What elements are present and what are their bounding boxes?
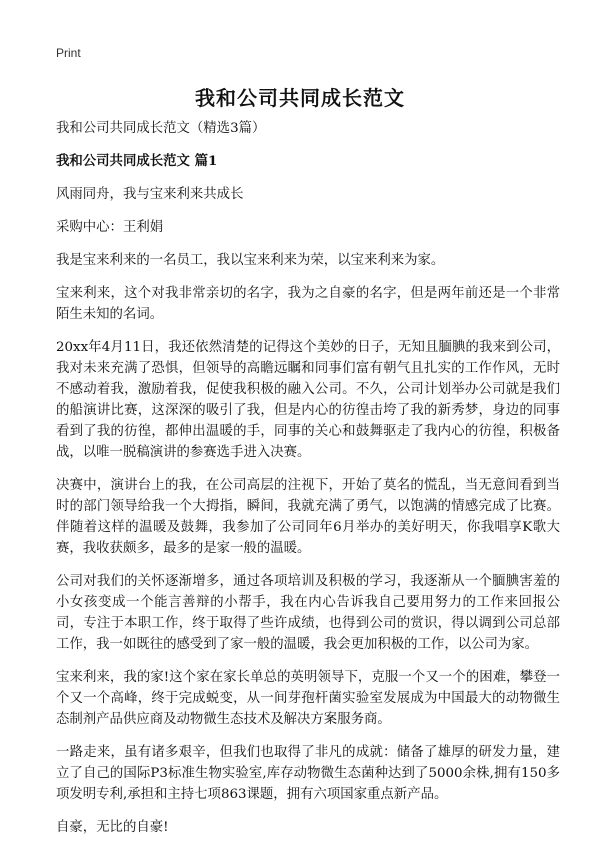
paragraph: 我是宝来利来的一名员工，我以宝来利来为荣，以宝来利来为家。: [56, 253, 445, 268]
page-title: 我和公司共同成长范文: [195, 86, 405, 110]
document-subtitle: 我和公司共同成长范文（精选3篇）: [56, 121, 266, 136]
section-heading: 我和公司共同成长范文 篇1: [56, 153, 218, 169]
paragraph: 自豪，无比的自豪!: [56, 820, 169, 835]
paragraph: 采购中心：王利娟: [56, 220, 164, 235]
paragraph: 风雨同舟，我与宝来利来共成长: [56, 187, 244, 202]
document-body: [56, 118, 560, 850]
paragraph: 公司对我们的关怀逐渐增多，通过各项培训及积极的学习，我逐渐从一个腼腆害羞的小女孩变成一个能言善辩的小帮手，我在内心告诉我自己要用努力的工作来回报公司，专注于本职工作，终于取得了些许成绩，也得到公司的赏识，得以调到公司总部工作，我一如既往的感受到了家一般的温暖，我会更加积极的工作，以公司为家。: [56, 574, 560, 652]
paragraph: 20xx年4月11日，我还依然清楚的记得这个美妙的日子，无知且腼腆的我来到公司，我对未来充满了恐惧，但领导的高瞻远瞩和同事们富有朝气且扎实的工作作风，无时不感动着我，激励着我，促使我积极的融入公司。不久，公司计划举办公司就是我们的船演讲比赛，这深深的吸引了我，但是内心的彷徨击垮了我的新秀梦，身边的同事看到了我的彷徨，都伸出温暖的手，同事的关心和鼓舞驱走了我内心的彷徨，积极备战，以唯一脱稿演讲的参赛选手进入决赛。: [56, 340, 560, 460]
print-label: Print: [56, 46, 81, 60]
paragraph: 一路走来，虽有诸多艰辛，但我们也取得了非凡的成就：储备了雄厚的研发力量，建立了自己的国际P3标准生物实验室,库存动物微生态菌种达到了5000余株,拥有150多项发明专利,承担和主持七项863课题，拥有六项国家重点新产品。: [56, 745, 560, 802]
paragraph: 决赛中，演讲台上的我，在公司高层的注视下，开始了莫名的慌乱，当无意间看到当时的部门领导给我一个大拇指，瞬间，我就充满了勇气，以饱满的情感完成了比赛。伴随着这样的温暖及鼓舞，我参加了公司同年6月举办的美好明天，你我唱享K歌大赛，我收获颇多，最多的是家一般的温暖。: [56, 478, 560, 556]
paragraph: 宝来利来，我的家!这个家在家长单总的英明领导下，克服一个又一个的困难，攀登一个又一个高峰，终于完成蜕变，从一间芽孢杆菌实验室发展成为中国最大的动物微生态制剂产品供应商及动物微生态技术及解决方案服务商。: [56, 670, 560, 727]
paragraph: 宝来利来，这个对我非常亲切的名字，我为之自豪的名字，但是两年前还是一个非常陌生未知的名词。: [56, 286, 560, 322]
